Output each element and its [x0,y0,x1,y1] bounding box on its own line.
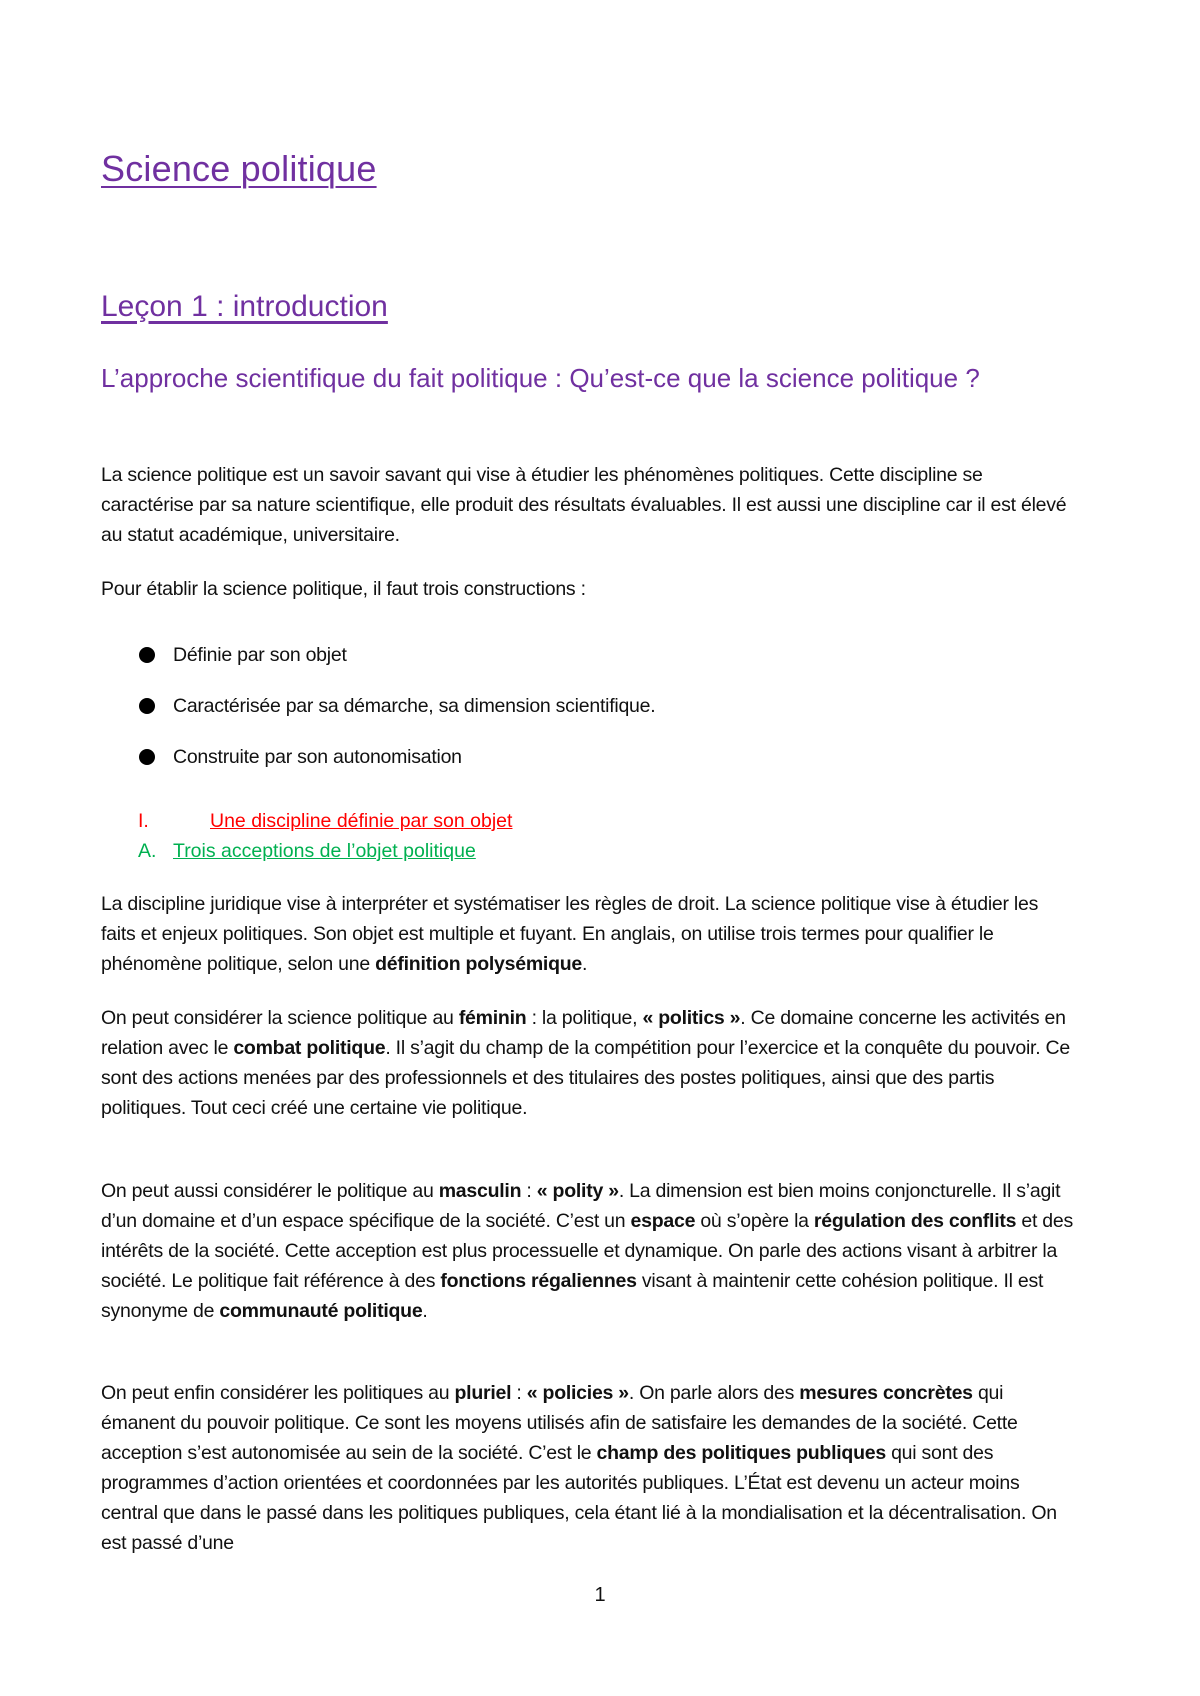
list-item [139,742,655,772]
section-title: Une discipline définie par son objet [210,810,513,832]
lesson-heading: Leçon 1 : introduction [101,290,388,323]
list-item [139,640,655,670]
paragraph-discipline: La discipline juridique vise à interpréter et systématiser les règles de droit. La science politique vise à étudier les faits et enjeux politiques. Son objet est multiple et fuyant. En anglais, on utilise trois termes pour qualifier le phénomène politique, selon une définition polysémique. [101,893,1039,975]
paragraph-polity: On peut aussi considérer le politique au masculin : « polity ». La dimension est bien moins conjoncturelle. Il s’agit d’un domaine et d’un espace spécifique de la société. C’est un espace où s’opère la régulation des conflits et des intérêts de la société. Cette acception est plus processuelle et dynamique. On parle des actions visant à arbitrer la société. Le politique fait référence à des fonctions régaliennes visant à maintenir cette cohésion politique. Il est synonyme de communauté politique. [101,1180,1073,1322]
bullet-icon [139,647,155,663]
section-number: I. [138,810,149,832]
bullet-icon [139,698,155,714]
document-title: Science politique [101,148,377,189]
page-number: 1 [594,1584,606,1606]
section-heading-1 [138,806,512,836]
list-item-label: Caractérisée par sa démarche, sa dimension scientifique. [173,694,656,717]
subsection-heading-a [138,836,476,866]
constructions-list [139,640,655,793]
paragraph-policies: On peut enfin considérer les politiques au pluriel : « policies ». On parle alors des mesures concrètes qui émanent du pouvoir politique. Ce sont les moyens utilisés afin de satisfaire les demandes de la société. Cette acception s’est autonomisée au sein de la société. C’est le champ des politiques publiques qui sont des programmes d’action orientées et coordonnées par les autorités publiques. L’État est devenu un acteur moins central que dans le passé dans les politiques publiques, cela étant lié à la mondialisation et la décentralisation. On est passé d’une [101,1382,1057,1554]
constructions-paragraph: Pour établir la science politique, il faut trois constructions : [101,578,586,600]
section-subheading: L’approche scientifique du fait politique : Qu’est-ce que la science politique ? [101,363,980,393]
list-item-label: Définie par son objet [173,643,347,666]
subsection-number: A. [138,840,157,862]
list-item-label: Construite par son autonomisation [173,745,462,768]
subsection-title: Trois acceptions de l’objet politique [173,840,476,862]
paragraph-politics: On peut considérer la science politique au féminin : la politique, « politics ». Ce domaine concerne les activités en relation avec le combat politique. Il s’agit du champ de la compétition pour l’exercice et la conquête du pouvoir. Ce sont des actions menées par des professionnels et des titulaires des postes politiques, ainsi que des partis politiques. Tout ceci créé une certaine vie politique. [101,1007,1070,1119]
list-item [139,691,655,721]
bullet-icon [139,749,155,765]
intro-paragraph: La science politique est un savoir savant qui vise à étudier les phénomènes politiques. Cette discipline se caractérise par sa nature scientifique, elle produit des résultats évaluables. Il est aussi une discipline car il est élevé au statut académique, universitaire. [101,464,1067,546]
